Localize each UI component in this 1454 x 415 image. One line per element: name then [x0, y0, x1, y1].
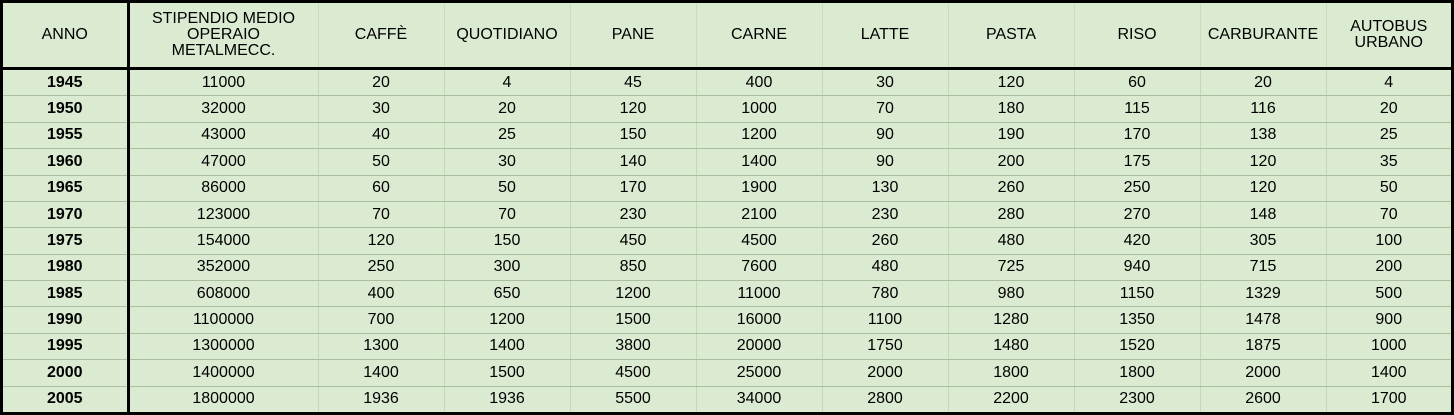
- cell-carburante[interactable]: 120: [1200, 175, 1326, 201]
- table-row: [3, 228, 1451, 254]
- cell-riso[interactable]: 420: [1074, 228, 1200, 254]
- cell-pane[interactable]: 230: [570, 201, 696, 227]
- cell-latte[interactable]: 2000: [822, 360, 948, 386]
- cell-pane[interactable]: 120: [570, 96, 696, 122]
- cell-autobus[interactable]: 25: [1326, 122, 1451, 148]
- cell-caffe[interactable]: 70: [318, 201, 444, 227]
- cell-autobus[interactable]: 50: [1326, 175, 1451, 201]
- cell-carburante[interactable]: 2600: [1200, 386, 1326, 412]
- cell-stipendio[interactable]: 1100000: [128, 307, 318, 333]
- cell-stipendio[interactable]: 1300000: [128, 333, 318, 359]
- cell-stipendio[interactable]: 86000: [128, 175, 318, 201]
- table-row: [3, 122, 1451, 148]
- cell-anno[interactable]: 2005: [3, 386, 128, 412]
- column-header-anno[interactable]: ANNO: [3, 3, 128, 69]
- cell-carne[interactable]: 20000: [696, 333, 822, 359]
- cell-pasta[interactable]: 980: [948, 281, 1074, 307]
- column-header-pane[interactable]: PANE: [570, 3, 696, 69]
- cell-anno[interactable]: 1945: [3, 69, 128, 96]
- cell-anno[interactable]: 1980: [3, 254, 128, 280]
- cell-carburante[interactable]: 1329: [1200, 281, 1326, 307]
- cell-stipendio[interactable]: 47000: [128, 149, 318, 175]
- cell-carburante[interactable]: 715: [1200, 254, 1326, 280]
- table-row: [3, 333, 1451, 359]
- column-header-quotidiano[interactable]: QUOTIDIANO: [444, 3, 570, 69]
- cell-quotidiano[interactable]: 30: [444, 149, 570, 175]
- cell-pasta[interactable]: 190: [948, 122, 1074, 148]
- cell-pasta[interactable]: 480: [948, 228, 1074, 254]
- cell-riso[interactable]: 115: [1074, 96, 1200, 122]
- cell-stipendio[interactable]: 154000: [128, 228, 318, 254]
- cell-pasta[interactable]: 725: [948, 254, 1074, 280]
- cell-pane[interactable]: 45: [570, 69, 696, 96]
- cell-caffe[interactable]: 400: [318, 281, 444, 307]
- cell-latte[interactable]: 480: [822, 254, 948, 280]
- cell-autobus[interactable]: 4: [1326, 69, 1451, 96]
- cell-quotidiano[interactable]: 1936: [444, 386, 570, 412]
- cell-carburante[interactable]: 1478: [1200, 307, 1326, 333]
- cell-caffe[interactable]: 1400: [318, 360, 444, 386]
- cell-carburante[interactable]: 2000: [1200, 360, 1326, 386]
- cell-anno[interactable]: 1960: [3, 149, 128, 175]
- cell-carburante[interactable]: 120: [1200, 149, 1326, 175]
- cell-quotidiano[interactable]: 4: [444, 69, 570, 96]
- cell-stipendio[interactable]: 1400000: [128, 360, 318, 386]
- cell-autobus[interactable]: 1400: [1326, 360, 1451, 386]
- cell-carne[interactable]: 7600: [696, 254, 822, 280]
- cell-latte[interactable]: 130: [822, 175, 948, 201]
- cell-pasta[interactable]: 120: [948, 69, 1074, 96]
- cell-anno[interactable]: 1965: [3, 175, 128, 201]
- cell-pane[interactable]: 3800: [570, 333, 696, 359]
- cell-stipendio[interactable]: 352000: [128, 254, 318, 280]
- table-row: [3, 201, 1451, 227]
- cell-latte[interactable]: 30: [822, 69, 948, 96]
- cell-quotidiano[interactable]: 1500: [444, 360, 570, 386]
- cell-quotidiano[interactable]: 70: [444, 201, 570, 227]
- cell-carburante[interactable]: 138: [1200, 122, 1326, 148]
- table-row: [3, 254, 1451, 280]
- cell-riso[interactable]: 2300: [1074, 386, 1200, 412]
- cell-carne[interactable]: 2100: [696, 201, 822, 227]
- cell-pane[interactable]: 140: [570, 149, 696, 175]
- cell-stipendio[interactable]: 1800000: [128, 386, 318, 412]
- cell-riso[interactable]: 175: [1074, 149, 1200, 175]
- cell-autobus[interactable]: 35: [1326, 149, 1451, 175]
- cell-quotidiano[interactable]: 50: [444, 175, 570, 201]
- cell-latte[interactable]: 260: [822, 228, 948, 254]
- cell-carne[interactable]: 34000: [696, 386, 822, 412]
- cell-pane[interactable]: 150: [570, 122, 696, 148]
- header-row: [3, 3, 1451, 69]
- column-header-caffe[interactable]: CAFFÈ: [318, 3, 444, 69]
- cell-caffe[interactable]: 50: [318, 149, 444, 175]
- column-header-autobus[interactable]: AUTOBUS URBANO: [1326, 3, 1451, 69]
- cell-pane[interactable]: 170: [570, 175, 696, 201]
- cell-pasta[interactable]: 280: [948, 201, 1074, 227]
- cell-anno[interactable]: 1990: [3, 307, 128, 333]
- cell-pasta[interactable]: 1480: [948, 333, 1074, 359]
- cell-pane[interactable]: 850: [570, 254, 696, 280]
- column-header-latte[interactable]: LATTE: [822, 3, 948, 69]
- cell-quotidiano[interactable]: 25: [444, 122, 570, 148]
- cell-autobus[interactable]: 1700: [1370, 390, 1407, 408]
- table-body: [3, 69, 1451, 413]
- cell-caffe[interactable]: 40: [318, 122, 444, 148]
- cell-latte[interactable]: 70: [822, 96, 948, 122]
- cell-autobus[interactable]: 20: [1326, 96, 1451, 122]
- cell-anno[interactable]: 1975: [3, 228, 128, 254]
- cell-autobus[interactable]: 70: [1326, 201, 1451, 227]
- cell-autobus[interactable]: 100: [1326, 228, 1451, 254]
- cell-carburante[interactable]: 20: [1200, 69, 1326, 96]
- column-header-carburante[interactable]: CARBURANTE: [1200, 3, 1326, 69]
- cell-pasta[interactable]: 180: [948, 96, 1074, 122]
- cell-caffe[interactable]: 60: [318, 175, 444, 201]
- cell-pasta[interactable]: 200: [948, 149, 1074, 175]
- cell-caffe[interactable]: 250: [318, 254, 444, 280]
- cell-carne[interactable]: 25000: [696, 360, 822, 386]
- price-table: [3, 3, 1451, 412]
- cell-stipendio[interactable]: 608000: [128, 281, 318, 307]
- cell-carne[interactable]: 1900: [696, 175, 822, 201]
- cell-pasta[interactable]: 260: [948, 175, 1074, 201]
- cell-stipendio[interactable]: 43000: [128, 122, 318, 148]
- cell-caffe[interactable]: 1300: [318, 333, 444, 359]
- cell-quotidiano[interactable]: 20: [444, 96, 570, 122]
- cell-caffe[interactable]: 1936: [318, 386, 444, 412]
- cell-latte[interactable]: 1100: [822, 307, 948, 333]
- cell-autobus[interactable]: 900: [1326, 307, 1451, 333]
- cell-caffe[interactable]: 20: [318, 69, 444, 96]
- cell-carne[interactable]: 1000: [696, 96, 822, 122]
- column-header-pasta[interactable]: PASTA: [948, 3, 1074, 69]
- cell-riso[interactable]: 170: [1074, 122, 1200, 148]
- cell-riso[interactable]: 1150: [1074, 281, 1200, 307]
- cell-riso[interactable]: 60: [1074, 69, 1200, 96]
- cell-riso[interactable]: 1800: [1074, 360, 1200, 386]
- column-header-stipendio[interactable]: STIPENDIO MEDIO OPERAIO METALMECC.: [128, 3, 318, 69]
- cell-carburante[interactable]: 148: [1200, 201, 1326, 227]
- cell-stipendio[interactable]: 32000: [128, 96, 318, 122]
- cell-caffe[interactable]: 30: [318, 96, 444, 122]
- cell-quotidiano[interactable]: 300: [444, 254, 570, 280]
- cell-pane[interactable]: 450: [570, 228, 696, 254]
- cell-pane[interactable]: 4500: [570, 360, 696, 386]
- cell-pasta[interactable]: 1800: [948, 360, 1074, 386]
- cell-pasta[interactable]: 2200: [948, 386, 1074, 412]
- cell-pane[interactable]: 1200: [570, 281, 696, 307]
- cell-riso[interactable]: 940: [1074, 254, 1200, 280]
- cell-stipendio[interactable]: 11000: [128, 69, 318, 96]
- cell-quotidiano[interactable]: 1400: [444, 333, 570, 359]
- table-row: [3, 307, 1451, 333]
- cell-quotidiano[interactable]: 650: [444, 281, 570, 307]
- table-row: [3, 69, 1451, 96]
- cell-latte[interactable]: 90: [822, 149, 948, 175]
- cell-anno[interactable]: 1950: [3, 96, 128, 122]
- cell-quotidiano[interactable]: 150: [444, 228, 570, 254]
- cell-carne[interactable]: 1200: [696, 122, 822, 148]
- cell-riso[interactable]: 1520: [1074, 333, 1200, 359]
- table-row: [3, 281, 1451, 307]
- cell-latte[interactable]: 90: [822, 122, 948, 148]
- cell-anno[interactable]: 1995: [3, 333, 128, 359]
- cell-carburante[interactable]: 1875: [1200, 333, 1326, 359]
- cell-quotidiano[interactable]: 1200: [444, 307, 570, 333]
- cell-carburante[interactable]: 305: [1200, 228, 1326, 254]
- cell-riso[interactable]: 250: [1074, 175, 1200, 201]
- cell-anno[interactable]: 1970: [3, 201, 128, 227]
- cell-carne[interactable]: 16000: [696, 307, 822, 333]
- column-header-riso[interactable]: RISO: [1074, 3, 1200, 69]
- cell-carne[interactable]: 1400: [696, 149, 822, 175]
- cell-anno[interactable]: 2000: [3, 360, 128, 386]
- cell-caffe[interactable]: 120: [318, 228, 444, 254]
- cell-stipendio[interactable]: 123000: [128, 201, 318, 227]
- cell-latte[interactable]: 780: [822, 281, 948, 307]
- table-row: [3, 386, 1451, 412]
- cell-anno[interactable]: 1955: [3, 122, 128, 148]
- cell-carne[interactable]: 400: [696, 69, 822, 96]
- cell-carne[interactable]: 11000: [696, 281, 822, 307]
- cell-autobus[interactable]: 500: [1326, 281, 1451, 307]
- cell-carburante[interactable]: 116: [1200, 96, 1326, 122]
- cell-latte[interactable]: 2800: [822, 386, 948, 412]
- table-row: [3, 149, 1451, 175]
- cell-riso[interactable]: 270: [1074, 201, 1200, 227]
- table-row: [3, 96, 1451, 122]
- cell-carne[interactable]: 4500: [696, 228, 822, 254]
- table-row: [3, 360, 1451, 386]
- cell-pasta[interactable]: 1280: [948, 307, 1074, 333]
- column-header-carne[interactable]: CARNE: [696, 3, 822, 69]
- cell-autobus[interactable]: 1000: [1326, 333, 1451, 359]
- cell-latte[interactable]: 1750: [822, 333, 948, 359]
- cell-pane[interactable]: 1500: [570, 307, 696, 333]
- table-row: [3, 175, 1451, 201]
- cell-anno[interactable]: 1985: [3, 281, 128, 307]
- cell-pane[interactable]: 5500: [570, 386, 696, 412]
- cell-latte[interactable]: 230: [822, 201, 948, 227]
- cell-autobus[interactable]: 200: [1326, 254, 1451, 280]
- cell-caffe[interactable]: 700: [318, 307, 444, 333]
- cell-riso[interactable]: 1350: [1074, 307, 1200, 333]
